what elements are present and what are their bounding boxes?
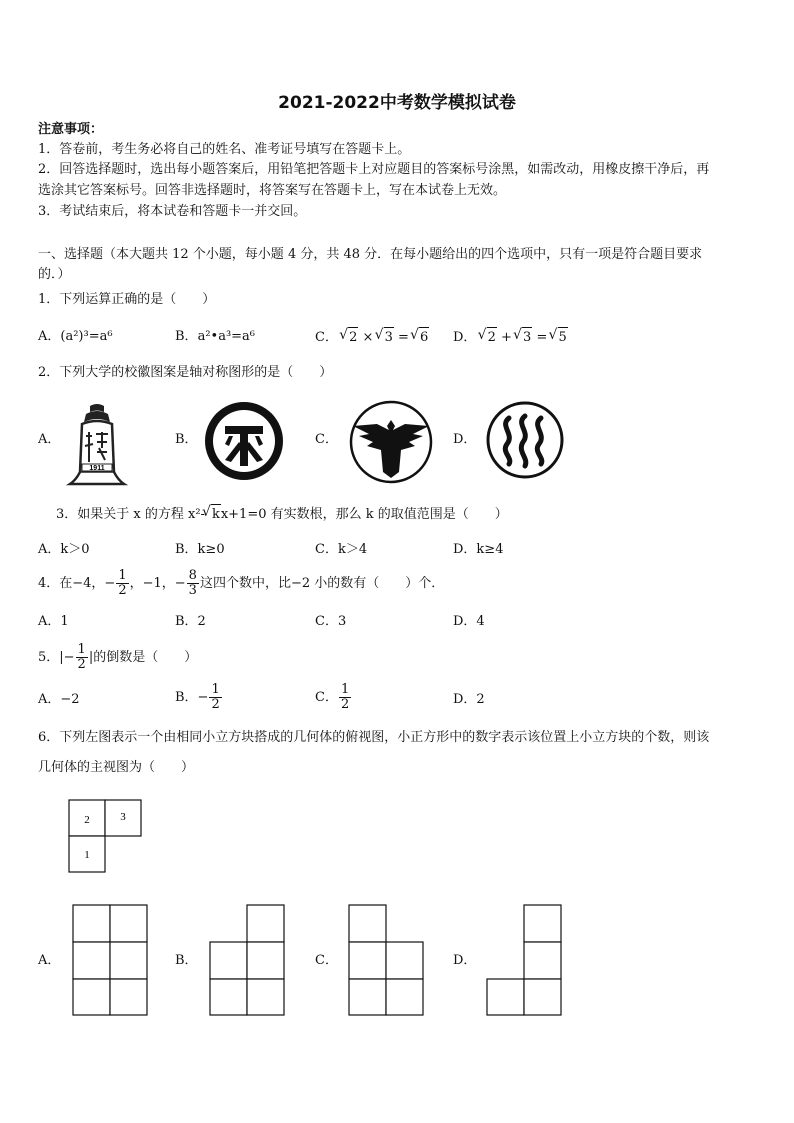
q1-option-c: C． √ 2 × √ 3 = √ 6 [315,327,429,348]
q2-label-b: B． [175,432,198,447]
fraction: $\frac{1}{2}$ [340,682,350,712]
q3-stem: 3．如果关于 x 的方程 x²-√ kx+1=0 有实数根，那么 k 的取值范围是（ ） [56,504,508,525]
q6-figure-d [486,904,562,1016]
fraction: $\frac{8}{3}$ [188,568,197,598]
note-item: 2．回答选择题时，选出每小题答案后，用铅笔把答题卡上对应题目的答案标号涂黑，如需改动，用橡皮擦干净后，再 [38,162,710,177]
q1-option-a: A．(a²)³=a⁶ [38,329,113,344]
q5-option-c: C． $\frac{1}{2}$ [315,682,350,712]
q2-label-d: D． [453,432,477,447]
q6-label-d: D． [453,953,477,968]
note-item: 选涂其它答案标号。回答非选择题时，将答案写在答题卡上，写在本试卷上无效。 [38,183,507,198]
q5-option-b: B．− $\frac{1}{2}$ [175,682,220,712]
q3-option-c: C．k＞4 [315,542,368,557]
cell-number: 2 [84,814,90,826]
q3-option-b: B．k≥0 [175,542,225,557]
q6-figure-c [348,904,424,1016]
circle-seal-logo-icon [203,400,285,482]
cell-number: 1 [84,849,90,861]
top-view-figure [68,799,144,873]
logo-year-text: 1911 [89,465,105,472]
q1-stem: 1．下列运算正确的是（ ） [38,292,216,307]
eagle-logo-icon [349,400,433,484]
notes-heading: 注意事项： [38,122,104,137]
q4-stem: 4．在−4，− $\frac{1}{2}$ ，−1，− $\frac{8}{3}$ 这四个数中，比−2 小的数有（ ）个． [38,568,445,598]
q6-label-c: C． [315,953,338,968]
q3-option-a: A．k＞0 [38,542,90,557]
page-title: 2021-2022中考数学模拟试卷 [278,93,516,113]
q3-option-d: D．k≥4 [453,542,504,557]
section-heading-cont: 的．） [38,267,71,282]
q6-figure-b [209,904,285,1016]
q6-label-a: A． [38,953,61,968]
q4-option-b: B．2 [175,614,206,629]
q6-stem: 6．下列左图表示一个由相同小立方块搭成的几何体的俯视图，小正方形中的数字表示该位置上小立方块的个数，则该 [38,730,710,745]
fraction: $\frac{1}{2}$ [118,568,127,598]
q1-option-d: D． √ 2 + √ 3 = √ 5 [453,327,568,348]
q6-stem-cont: 几何体的主视图为（ ） [38,760,195,775]
q6-label-b: B． [175,953,198,968]
q6-figure-a [72,904,148,1016]
section-heading: 一、选择题（本大题共 12 个小题，每小题 4 分，共 48 分．在每小题给出的四个选项中，只有一项是符合题目要求 [38,247,703,262]
q5-option-a: A．−2 [38,692,80,707]
note-item: 3．考试结束后，将本试卷和答题卡一并交回。 [38,204,307,219]
q4-option-c: C．3 [315,614,347,629]
q5-option-d: D．2 [453,692,485,707]
note-item: 1．答卷前，考生务必将自己的姓名、准考证号填写在答题卡上。 [38,142,411,157]
q5-stem: 5．|− $\frac{1}{2}$ |的倒数是（ ） [38,642,198,672]
q1-option-b: B．a²•a³=a⁶ [175,329,256,344]
cell-number: 3 [120,811,126,823]
q4-option-a: A．1 [38,614,69,629]
q2-label-a: A． [38,432,61,447]
flame-logo-icon [485,400,565,480]
q4-option-d: D．4 [453,614,485,629]
fraction: $\frac{1}{2}$ [211,682,220,712]
q2-label-c: C． [315,432,338,447]
q2-stem: 2．下列大学的校徽图案是轴对称图形的是（ ） [38,365,333,380]
bell-logo-icon [66,402,128,490]
fraction: $\frac{1}{2}$ [77,642,86,672]
